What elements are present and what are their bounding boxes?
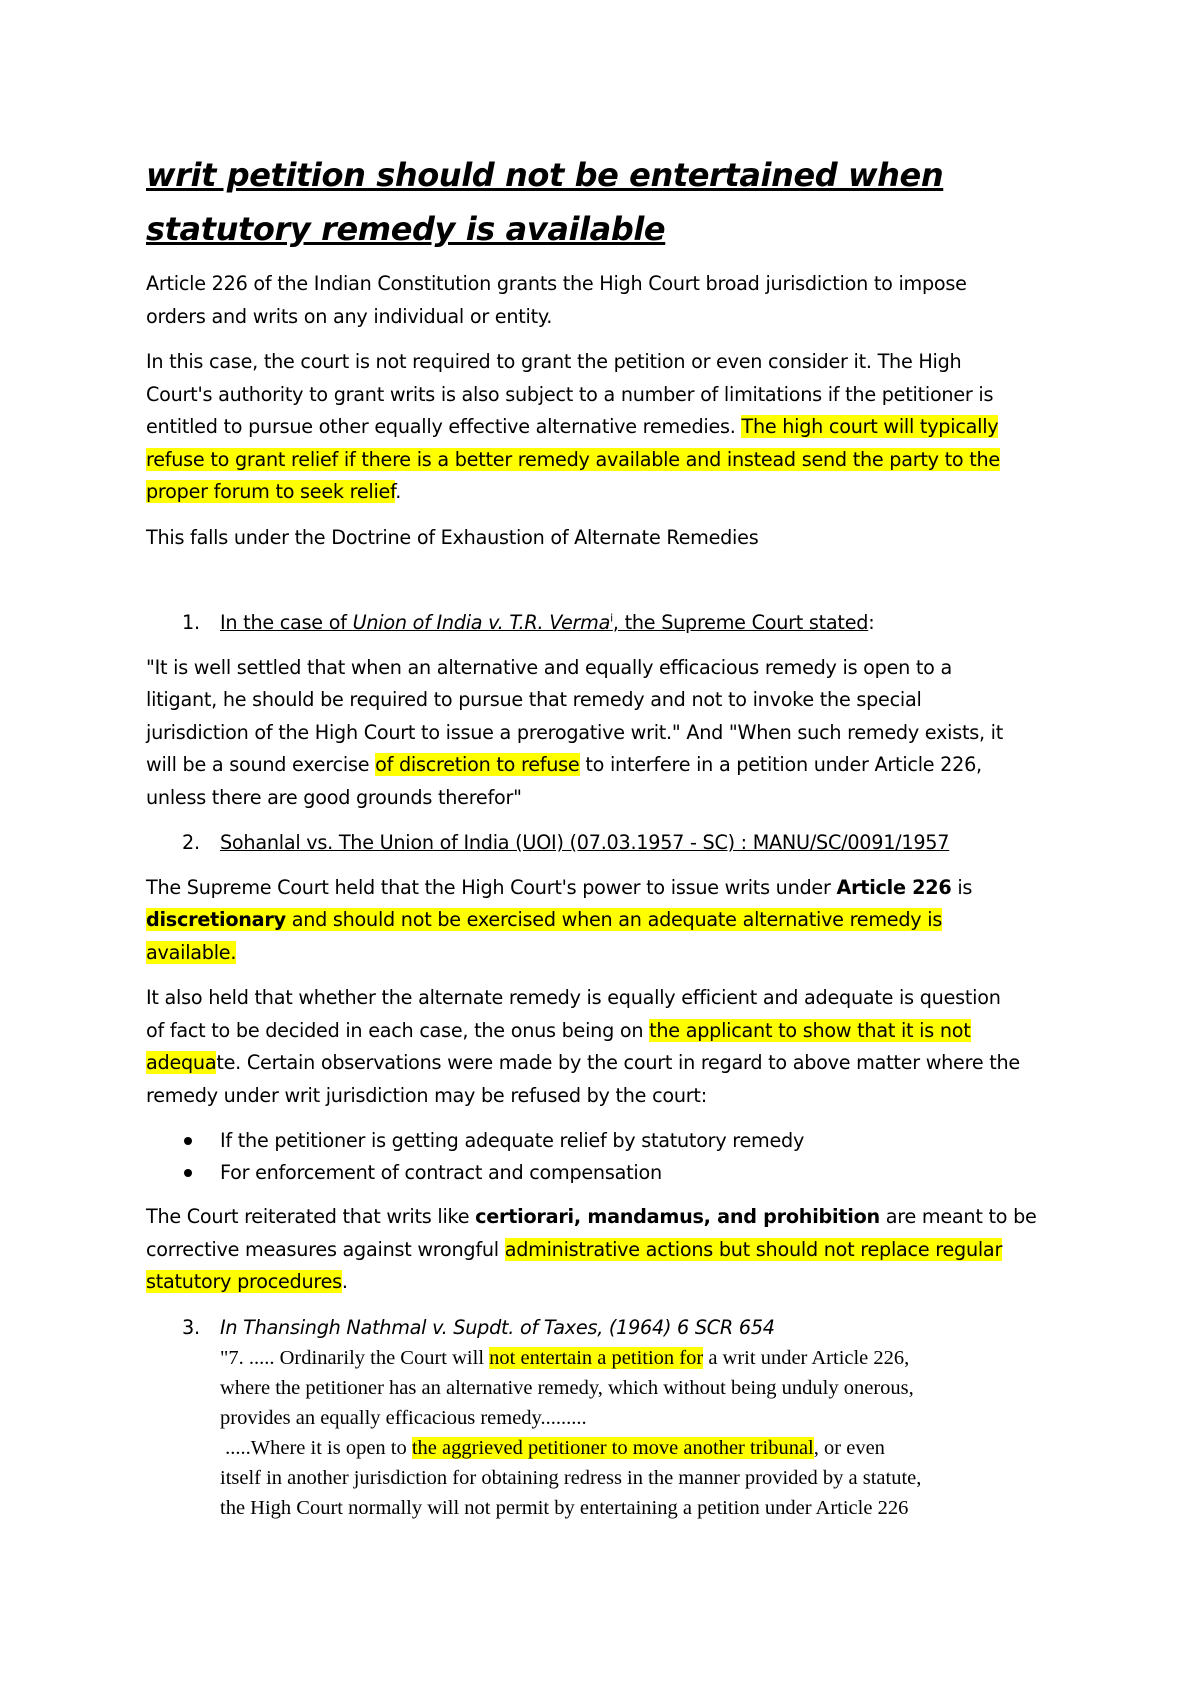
bullet-icon — [184, 1137, 192, 1145]
limitations-line-4 — [146, 444, 1080, 477]
thansingh-line-4a: .....Where it is open to — [220, 1436, 412, 1459]
onus-line-1: It also held that whether the alternate remedy is equally efficient and adequate is question — [146, 986, 1001, 1009]
holding-line-1a: The Supreme Court held that the High Court's power to issue writs under — [146, 875, 837, 899]
writs-line-1c: are meant to be — [879, 1205, 1037, 1228]
intro-line-1: Article 226 of the Indian Constitution grants the High Court broad jurisdiction to impose — [146, 272, 967, 295]
writs-line-3b: . — [341, 1270, 348, 1293]
article-226-bold: Article 226 — [836, 875, 952, 899]
title-line-1: writ petition should not be entertained when — [146, 156, 944, 194]
thansingh-quote — [146, 1343, 1080, 1523]
case-name-verma: Union of India v. T.R. Verma — [352, 611, 611, 634]
writs-line-1 — [146, 1201, 1080, 1234]
highlight-adequa: adequa — [146, 1051, 217, 1074]
writs-line-3 — [146, 1266, 1080, 1299]
highlight-statutory-procedures: statutory procedures — [146, 1270, 342, 1293]
verma-quote-line-1: "It is well settled that when an alternative and equally efficacious remedy is open to a — [146, 655, 953, 679]
onus-line-3b: te. Certain observations were made by the court in regard to above matter where the — [216, 1051, 1020, 1074]
title-line-2: statutory remedy is available — [146, 210, 666, 248]
onus-line-3 — [146, 1047, 1080, 1080]
onus-line-2a: of fact to be decided in each case, the onus being on — [146, 1018, 650, 1042]
list-item-2 — [146, 827, 1080, 860]
doctrine-paragraph — [146, 522, 1080, 555]
thansingh-line-4 — [220, 1433, 1080, 1463]
thansingh-line-1 — [220, 1343, 1080, 1373]
limitations-line-2: Court's authority to grant writs is also subject to a number of limitations if the petitioner is — [146, 382, 994, 406]
limitations-paragraph — [146, 346, 1080, 509]
page-title — [146, 148, 1080, 256]
case-citation-1-colon: : — [868, 611, 875, 634]
verma-quote — [146, 652, 1080, 815]
highlight-discretionary: discretionary — [146, 908, 286, 931]
case-citation-sohanlal: Sohanlal vs. The Union of India (UOI) (07.03.1957 - SC) : MANU/SC/0091/1957 — [220, 831, 950, 854]
verma-quote-line-4c: to interfere in a petition under Article 226, — [579, 753, 982, 776]
verma-quote-line-4 — [146, 749, 1080, 782]
writs-line-2 — [146, 1234, 1080, 1267]
case-citation-1-prefix: In the case of — [220, 611, 353, 634]
list-item — [146, 1125, 1080, 1157]
holding-line-1c: is — [951, 875, 973, 899]
limitations-line-3-text: entitled to pursue other equally effective alternative remedies. — [146, 415, 742, 438]
writs-line-2a: corrective measures against wrongful — [146, 1237, 505, 1261]
list-number-2: 2. — [182, 831, 200, 854]
highlight-discretion: of discretion to refuse — [375, 753, 580, 776]
list-item — [146, 1157, 1080, 1189]
verma-quote-line-4a: will be a sound exercise — [146, 753, 376, 776]
intro-paragraph — [146, 268, 1080, 333]
list-item-3 — [146, 1312, 1080, 1343]
limitations-line-1: In this case, the court is not required to grant the petition or even consider it. The High — [146, 350, 962, 373]
thansingh-line-3: provides an equally efficacious remedy......... — [220, 1406, 587, 1429]
writs-line-1a: The Court reiterated that writs like — [146, 1205, 476, 1228]
highlight-adequate-remedy: and should not be exercised when an adequate alternative remedy is — [285, 908, 943, 931]
writ-types-bold: certiorari, mandamus, and prohibition — [475, 1205, 880, 1228]
spacer — [146, 567, 1080, 607]
highlight-admin-actions: administrative actions but should not replace regular — [504, 1237, 1003, 1261]
case-citation-1 — [220, 611, 868, 634]
highlight-refuse-relief-3: proper forum to seek relief — [146, 480, 396, 503]
thansingh-line-4c: , or even — [813, 1436, 885, 1459]
highlight-another-tribunal: the aggrieved petitioner to move another tribunal — [411, 1436, 814, 1459]
thansingh-line-1c: a writ under Article 226, — [703, 1346, 910, 1369]
highlight-refuse-relief-1: The high court will typically — [741, 415, 999, 438]
highlight-not-entertain: not entertain a petition for — [489, 1346, 704, 1369]
highlight-refuse-relief-2: refuse to grant relief if there is a better remedy available and instead send the party to the — [146, 447, 1000, 471]
thansingh-line-5: itself in another jurisdiction for obtaining redress in the manner provided by a statute, — [220, 1466, 922, 1489]
holding-line-2 — [146, 904, 1080, 937]
onus-line-4: remedy under writ jurisdiction may be refused by the court: — [146, 1083, 707, 1107]
bullet-list — [146, 1125, 1080, 1189]
doctrine-line: This falls under the Doctrine of Exhaustion of Alternate Remedies — [146, 525, 759, 549]
thansingh-line-2: where the petitioner has an alternative remedy, which without being unduly onerous, — [220, 1376, 914, 1399]
onus-paragraph — [146, 982, 1080, 1112]
verma-quote-line-2: litigant, he should be required to pursue that remedy and not to invoke the special — [146, 688, 922, 711]
list-number-3: 3. — [182, 1315, 200, 1339]
intro-line-2: orders and writs on any individual or entity. — [146, 304, 553, 328]
thansingh-line-6: the High Court normally will not permit by entertaining a petition under Article 226 — [220, 1496, 909, 1519]
highlight-applicant-show: the applicant to show that it is not — [649, 1018, 971, 1042]
holding-line-3 — [146, 937, 1080, 970]
sohanlal-holding-paragraph — [146, 872, 1080, 970]
thansingh-line-1a: "7. ..... Ordinarily the Court will — [220, 1346, 490, 1369]
list-number-1: 1. — [182, 611, 200, 634]
verma-quote-line-3: jurisdiction of the High Court to issue a prerogative writ." And "When such remedy exists, it — [146, 720, 1004, 744]
bullet-text-2: For enforcement of contract and compensation — [220, 1161, 662, 1184]
limitations-line-5-period: . — [395, 480, 402, 503]
footnote-marker[interactable]: i — [610, 611, 613, 625]
limitations-line-3 — [146, 411, 1080, 444]
verma-quote-line-5: unless there are good grounds therefor" — [146, 785, 522, 809]
case-citation-1-suffix: , the Supreme Court stated — [612, 611, 869, 634]
bullet-icon — [184, 1169, 192, 1177]
onus-line-2 — [146, 1015, 1080, 1048]
holding-line-1 — [146, 872, 1080, 905]
case-citation-thansingh: In Thansingh Nathmal v. Supdt. of Taxes, (1964) 6 SCR 654 — [220, 1315, 775, 1339]
bullet-text-1: If the petitioner is getting adequate relief by statutory remedy — [220, 1129, 805, 1152]
highlight-available: available. — [146, 940, 237, 964]
list-item-1 — [146, 607, 1080, 640]
limitations-line-5 — [146, 476, 1080, 509]
writs-paragraph — [146, 1201, 1080, 1299]
